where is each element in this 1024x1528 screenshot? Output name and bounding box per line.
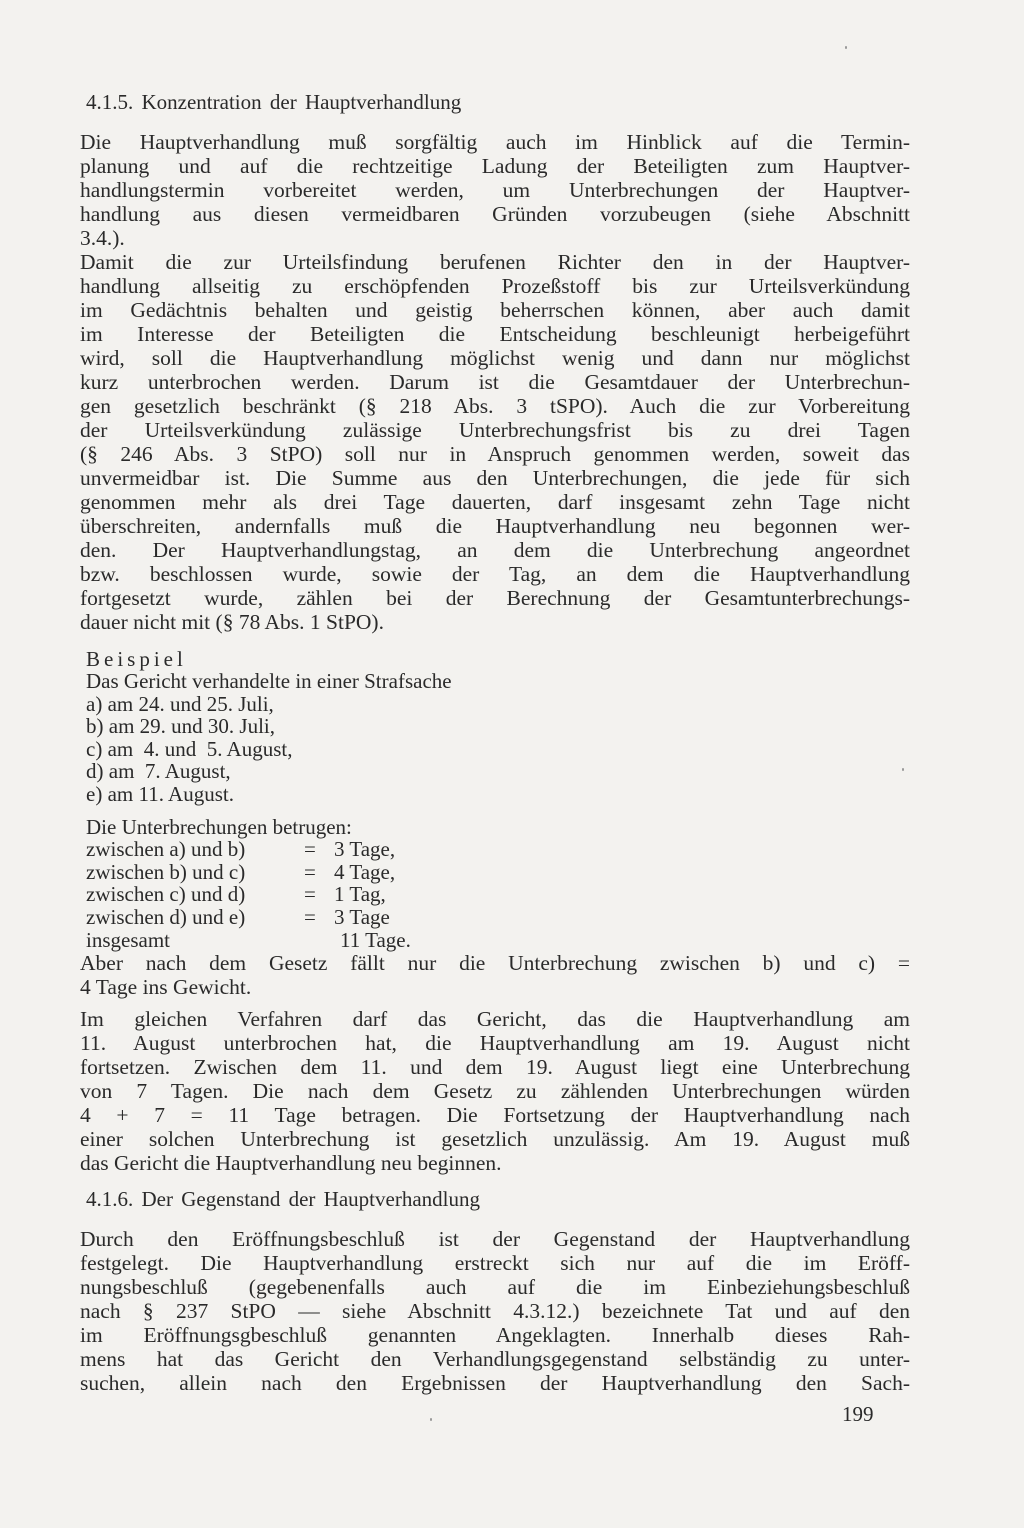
- example-intro: Das Gericht verhandelte in einer Strafsache: [86, 669, 452, 693]
- text-line: Aber nach dem Gesetz fällt nur die Unterbrechung zwischen b) und c) =: [80, 951, 910, 976]
- text-line: 11. August unterbrochen hat, die Hauptverhandlung am 19. August nicht: [80, 1031, 910, 1056]
- text-line: im Gedächtnis behalten und geistig beherrschen können, aber auch damit: [80, 298, 910, 322]
- text-line: im Interesse der Beteiligten die Entscheidung beschleunigt herbeigeführt: [80, 322, 910, 346]
- text-line: mens hat das Gericht den Verhandlungsgegenstand selbständig zu unter-: [80, 1347, 910, 1372]
- example-date: a) am 24. und 25. Juli,: [86, 691, 274, 716]
- example-date: d) am 7. August,: [86, 759, 231, 784]
- text-line: handlung allseitig zu erschöpfenden Prozeßstoff bis zur Urteilsverkündung: [80, 274, 910, 298]
- text-line: kurz unterbrochen werden. Darum ist die Gesamtdauer der Unterbrechun-: [80, 370, 910, 394]
- example-date: b) am 29. und 30. Juli,: [86, 714, 275, 739]
- text-line: genommen mehr als drei Tage dauerten, darf insgesamt zehn Tage nicht: [80, 490, 910, 514]
- book-page: [80, 88, 910, 1395]
- equals-sign: =: [304, 904, 316, 929]
- break-value: 3 Tage,: [334, 837, 396, 862]
- text-line: handlung aus diesen vermeidbaren Gründen vorzubeugen (siehe Abschnitt: [80, 202, 910, 226]
- text-line: planung und auf die rechtzeitige Ladung der Beteiligten zum Hauptver-: [80, 154, 910, 178]
- paragraph-same-procedure: [80, 1007, 910, 1175]
- equals-sign: =: [304, 859, 316, 884]
- text-line: Durch den Eröffnungsbeschluß ist der Gegenstand der Hauptverhandlung: [80, 1227, 910, 1252]
- section-heading-4-1-5: 4.1.5. Konzentration der Hauptverhandlung: [86, 90, 462, 114]
- text-line: gen gesetzlich beschränkt (§ 218 Abs. 3 tSPO). Auch die zur Vorbereitung: [80, 394, 910, 418]
- text-line: das Gericht die Hauptverhandlung neu beginnen.: [80, 1151, 502, 1176]
- paragraph-conclusion: [80, 951, 910, 999]
- break-row: [86, 906, 910, 929]
- example-label: Beispiel: [86, 647, 187, 671]
- break-value: 3 Tage: [334, 904, 390, 929]
- break-label: zwischen c) und d): [86, 882, 246, 907]
- text-line: nungsbeschluß (gegebenenfalls auch auf die im Einbeziehungsbeschluß: [80, 1275, 910, 1300]
- text-line: einer solchen Unterbrechung ist gesetzlich unzulässig. Am 19. August muß: [80, 1127, 910, 1152]
- text-line: handlungstermin vorbereitet werden, um Unterbrechungen der Hauptver-: [80, 178, 910, 202]
- break-value: 1 Tag,: [334, 882, 386, 907]
- equals-sign: =: [304, 837, 316, 862]
- text-line: Im gleichen Verfahren darf das Gericht, das die Hauptverhandlung am: [80, 1007, 910, 1032]
- paragraph-planning: [80, 130, 910, 250]
- break-row: [86, 838, 910, 861]
- text-line: Die Hauptverhandlung muß sorgfältig auch im Hinblick auf die Termin-: [80, 130, 910, 154]
- text-line: 3.4.).: [80, 226, 125, 250]
- text-line: bzw. beschlossen wurde, sowie der Tag, an dem die Hauptverhandlung: [80, 562, 910, 586]
- section-heading-4-1-6: 4.1.6. Der Gegenstand der Hauptverhandlung: [86, 1187, 480, 1212]
- break-row: [86, 861, 910, 884]
- text-line: Damit die zur Urteilsfindung berufenen Richter den in der Hauptver-: [80, 250, 910, 274]
- breaks-intro: Die Unterbrechungen betrugen:: [86, 814, 352, 839]
- text-line: fortsetzen. Zwischen dem 11. und dem 19. August liegt eine Unterbrechung: [80, 1055, 910, 1080]
- text-line: dauer nicht mit (§ 78 Abs. 1 StPO).: [80, 610, 384, 634]
- text-line: den. Der Hauptverhandlungstag, an dem die Unterbrechung angeordnet: [80, 538, 910, 562]
- example-date: c) am 4. und 5. August,: [86, 736, 293, 761]
- text-line: überschreiten, andernfalls muß die Hauptverhandlung neu begonnen wer-: [80, 514, 910, 538]
- example-date: e) am 11. August.: [86, 781, 234, 806]
- text-line: festgelegt. Die Hauptverhandlung erstreckt sich nur auf die im Eröff-: [80, 1251, 910, 1276]
- text-line: wird, soll die Hauptverhandlung möglichst wenig und dann nur möglichst: [80, 346, 910, 370]
- break-value: 4 Tage,: [334, 859, 396, 884]
- text-line: der Urteilsverkündung zulässige Unterbrechungsfrist bis zu drei Tagen: [80, 418, 910, 442]
- equals-sign: =: [304, 882, 316, 907]
- total-row: [86, 929, 910, 952]
- text-line: 4 + 7 = 11 Tage betragen. Die Fortsetzung der Hauptverhandlung nach: [80, 1103, 910, 1128]
- text-line: nach § 237 StPO — siehe Abschnitt 4.3.12.) bezeichnete Tat und auf den: [80, 1299, 910, 1324]
- paragraph-subject-matter: [80, 1227, 910, 1395]
- break-label: zwischen a) und b): [86, 837, 246, 862]
- paragraph-interruptions: [80, 250, 910, 634]
- text-line: fortgesetzt wurde, zählen bei der Berechnung der Gesamtunterbrechungs-: [80, 586, 910, 610]
- break-label: zwischen d) und e): [86, 904, 246, 929]
- text-line: von 7 Tagen. Die nach dem Gesetz zu zählenden Unterbrechungen würden: [80, 1079, 910, 1104]
- text-line: 4 Tage ins Gewicht.: [80, 975, 252, 1000]
- page-number: 199: [842, 1402, 874, 1426]
- text-line: suchen, allein nach den Ergebnissen der Hauptverhandlung den Sach-: [80, 1371, 910, 1396]
- total-value: 11 Tage.: [340, 927, 411, 952]
- break-row: [86, 883, 910, 906]
- break-label: zwischen b) und c): [86, 859, 246, 884]
- text-line: im Eröffnungsgbeschluß genannten Angeklagten. Innerhalb dieses Rah-: [80, 1323, 910, 1348]
- breaks-block: [86, 816, 910, 952]
- scan-speck: [845, 46, 847, 49]
- text-line: unvermeidbar ist. Die Summe aus den Unterbrechungen, die jede für sich: [80, 466, 910, 490]
- total-label: insgesamt: [86, 927, 170, 952]
- example-block: [86, 670, 910, 806]
- text-line: (§ 246 Abs. 3 StPO) soll nur in Anspruch genommen werden, soweit das: [80, 442, 910, 466]
- scan-speck: [902, 768, 904, 771]
- scan-speck: [430, 1418, 432, 1421]
